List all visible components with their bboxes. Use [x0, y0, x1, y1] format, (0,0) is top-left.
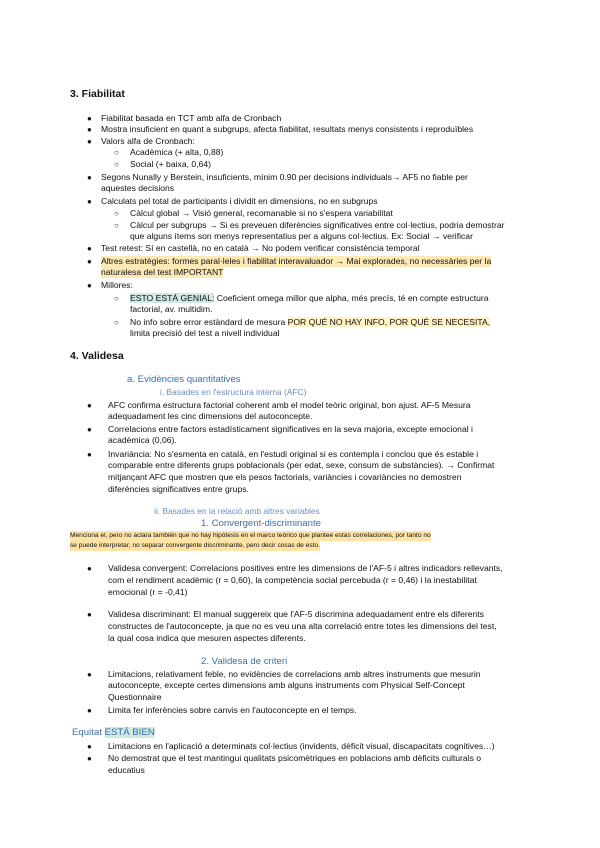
bullet-icon: ●: [87, 610, 92, 619]
comment-tag: ESTO ESTÁ GENIAL:: [130, 293, 215, 303]
comment-tag: ESTÁ BIEN: [104, 727, 155, 738]
bullet-icon: ●: [87, 197, 92, 206]
list-item-continuation: mitjançant AFC que mostren que els pesos factorials, variàncies i covariàncies no demostren: [108, 472, 462, 482]
list-item-continuation: emocional (r = -0,41): [108, 587, 188, 597]
hollow-bullet-icon: ○: [114, 318, 119, 327]
list-item: Mostra insuficient en quant a subgrups, afecta fiabilitat, resultats menys consistents i reproduïbles: [101, 124, 474, 134]
list-item: AFC confirma estructura factorial coherent amb el model teòric original, bon ajust. AF-5 Mesura: [108, 400, 471, 410]
list-item: Correlacions entre factors estadísticament significatives en la seva majoria, excepte emocional i: [108, 424, 473, 434]
section-heading-fiabilitat: 3. Fiabilitat: [70, 88, 125, 100]
bullet-icon: ●: [87, 754, 92, 763]
bullet-icon: ●: [87, 114, 92, 123]
list-item: Càlcul global → Visió general, recomanable si no s'espera variabilitat: [130, 208, 393, 218]
comment-note-continuation: se puede interpretar, no separar convergente discriminante, pero decir cosas de esto.: [70, 542, 320, 549]
list-item-continuation: limita precisió del test a nivell individual: [130, 328, 280, 338]
list-item: Fiabilitat basada en TCT amb alfa de Cronbach: [101, 113, 282, 123]
list-item-continuation: que alguns ítems son menys representatius per a alguns col·lectius. Ex: Social → verificar: [130, 231, 473, 241]
equitat-title: Equitat: [72, 727, 105, 738]
hollow-bullet-icon: ○: [114, 221, 119, 230]
list-item-continuation: factorial, av. multidim.: [130, 304, 213, 314]
bullet-icon: ●: [87, 173, 92, 182]
list-item-continuation: adequadament les cinc dimensions del autoconcepte.: [108, 411, 313, 421]
list-item-continuation: autoconcepte, excepte certes dimensions amb alguns instruments com Physical Self-Concept: [108, 680, 465, 690]
list-item: [130, 293, 489, 304]
bullet-icon: ●: [87, 742, 92, 751]
subheading-convergent-discriminante: 1. Convergent-discriminante: [201, 518, 321, 529]
list-item: Test retest: Sí en castellà, no en català → No podem verificar consistència temporal: [101, 243, 420, 253]
list-item: Limitacions, relativament feble, no evidències de correlacions amb altres instruments que mesurin: [108, 669, 481, 679]
section-heading-validesa: 4. Validesa: [70, 350, 124, 362]
list-item: Validesa discriminant: El manual suggereix que l'AF-5 discrimina adequadament entre els diferents: [108, 609, 484, 619]
list-item-continuation: la qual cosa indica que mesuren aspectes diferents.: [108, 633, 306, 643]
list-item: Segons Nunally y Berstein, insuficients, mínim 0.90 per decisions individuals→ AF5 no fiable per: [101, 172, 468, 182]
hollow-bullet-icon: ○: [114, 209, 119, 218]
list-item: Valors alfa de Cronbach:: [101, 136, 195, 146]
list-item-continuation: acadèmica (0,06).: [108, 435, 177, 445]
list-item-continuation: diferències significatives entre grups.: [108, 484, 249, 494]
bullet-icon: ●: [87, 401, 92, 410]
list-item-continuation: constructes de l'autoconcepte, ja que no es veu una alta correlació entre totes les dimensions del test,: [108, 621, 497, 631]
bullet-icon: ●: [87, 706, 92, 715]
list-item: Invariància: No s'esmenta en català, en l'estudi original si es contempla i conclou que és estable i: [108, 449, 479, 459]
bullet-icon: ●: [87, 670, 92, 679]
list-item-text: No info sobre error estàndard de mesura: [130, 317, 288, 327]
subheading-estructura-interna: i. Basades en l'estructura interna (AFC): [160, 387, 307, 397]
list-item-continuation: aquestes decisions: [101, 183, 175, 193]
list-item: Millores:: [101, 280, 133, 290]
bullet-icon: ●: [87, 244, 92, 253]
hollow-bullet-icon: ○: [114, 148, 119, 157]
bullet-icon: ●: [87, 281, 92, 290]
list-item-continuation: com el rendiment acadèmic (r = 0,60), la competència social percebuda (r = 0,46) i la inestabilitat: [108, 575, 477, 585]
highlighted-list-item-continuation: naturalesa del test IMPORTANT: [101, 267, 224, 277]
comment-highlight: POR QUÉ NO HAY INFO, POR QUÉ SE NECESITA,: [287, 317, 491, 327]
hollow-bullet-icon: ○: [114, 160, 119, 169]
list-item: [130, 317, 490, 328]
hollow-bullet-icon: ○: [114, 294, 119, 303]
subheading-relacio-variables: ii. Basades en la relació amb altres variables: [154, 506, 320, 516]
list-item: Limita fer inferències sobre canvis en l'autoconcepte en el temps.: [108, 705, 357, 715]
bullet-icon: ●: [87, 564, 92, 573]
list-item: No demostrat que el test mantingui qualitats psicomètriques en poblacions amb dèficits culturals o: [108, 753, 482, 763]
list-item-text: Coeficient omega millor que alpha, més precís, té en compte estructura: [214, 293, 489, 303]
bullet-icon: ●: [87, 125, 92, 134]
list-item-continuation: educatius: [108, 765, 145, 775]
list-item: Validesa convergent: Correlacions positives entre les dimensions de l'AF-5 i altres indicadors rellevants,: [108, 563, 503, 573]
list-item: Càlcul per subgrups → Si es preveuen diferències significatives entre col·lectius, podria demostrar: [130, 220, 505, 230]
subheading-validesa-criteri: 2. Validesa de criteri: [201, 656, 288, 667]
list-item-continuation: Questionnaire: [108, 692, 162, 702]
comment-note: Menciona el, pero no aclara también que no hay hipótesis en el marco teórico que plantee estas correlaciones, por tanto no: [70, 532, 431, 539]
highlighted-list-item: Altres estratègies: formes paral·leles i fiabilitat interavaluador → Mai explorades, no necessàries per la: [101, 256, 492, 266]
bullet-icon: ●: [87, 425, 92, 434]
list-item-continuation: comparable entre diferents grups poblacionals (per edat, sexe, consum de substàncies). → Confirmat: [108, 460, 495, 470]
subheading-evidencies: a. Evidències quantitatives: [127, 374, 241, 385]
list-item: Calculats pel total de participants i dividit en dimensions, no en subgrups: [101, 196, 378, 206]
bullet-icon: ●: [87, 137, 92, 146]
list-item: Limitacions en l'aplicació a determinats col·lectius (invidents, dèficit visual, discapacitats cognitives…): [108, 741, 495, 751]
bullet-icon: ●: [87, 450, 92, 459]
subheading-equitat: [72, 727, 155, 738]
bullet-icon: ●: [87, 257, 92, 266]
list-item: Acadèmica (+ alta, 0,88): [130, 147, 224, 157]
list-item: Social (+ baixa, 0,64): [130, 159, 211, 169]
